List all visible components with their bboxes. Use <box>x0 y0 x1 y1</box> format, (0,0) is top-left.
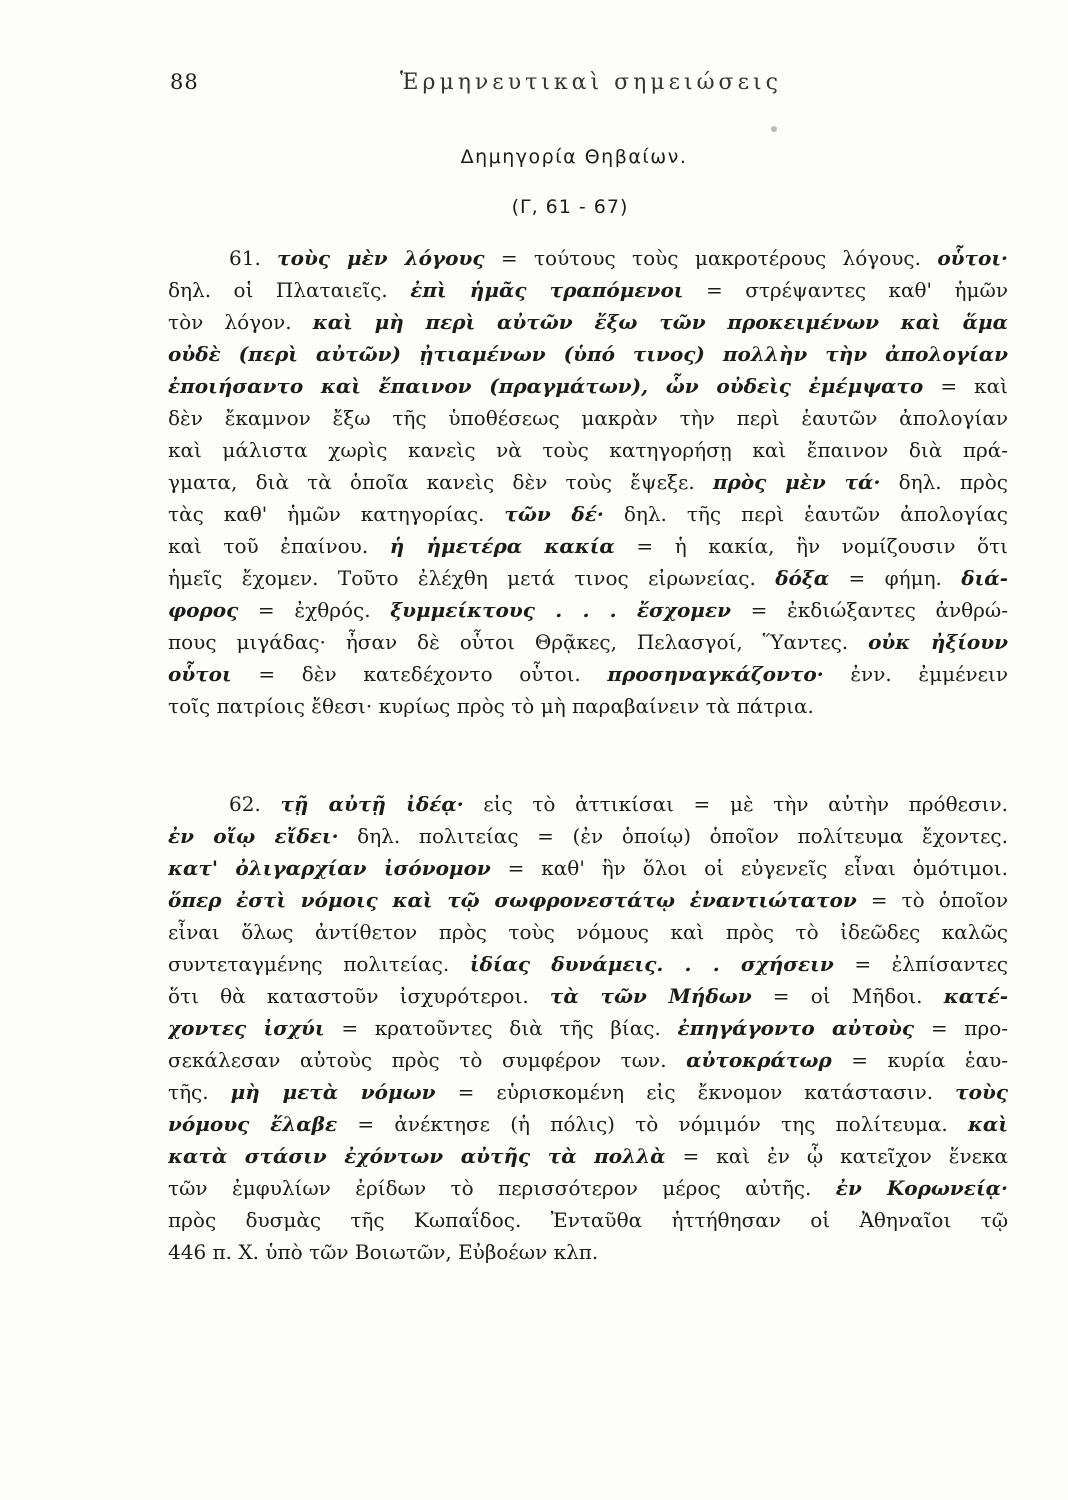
gloss-text: = φήμη. <box>829 566 962 590</box>
running-head: Ἑρμηνευτικαὶ σημειώσεις <box>400 70 782 95</box>
lemma-term: πρὸς μὲν τά· <box>712 470 881 494</box>
gloss-text: = καθ' ἣν ὅλοι οἱ εὐγενεῖς εἶναι ὁμότιμοι. <box>490 856 1008 880</box>
paragraph-62 <box>168 788 1008 1268</box>
gloss-text: δηλ. πολιτείας = (ἐν ὁποίῳ) ὁποῖον πολίτευμα ἔχοντες. <box>338 824 1008 848</box>
text-line <box>168 788 1008 820</box>
gloss-text: τὰς καθ' ἡμῶν κατηγορίας. <box>168 502 505 526</box>
gloss-text: δηλ. πρὸς <box>880 470 1008 494</box>
text-line <box>168 980 1008 1012</box>
text-line <box>168 498 1008 530</box>
lemma-term: οὐδὲ (περὶ αὐτῶν) ᾐτιαμένων (ὑπό τινος) πολλὴν τὴν ἀπολογίαν <box>168 342 1008 366</box>
speck-mark <box>771 126 777 132</box>
text-line <box>168 242 1008 274</box>
lemma-term: ἐν οἴῳ εἴδει· <box>168 824 339 848</box>
lemma-term: τοὺς <box>955 1080 1008 1104</box>
gloss-text: = κυρία ἑαυ- <box>831 1048 1008 1072</box>
lemma-term: νόμους ἔλαβε <box>168 1112 338 1136</box>
text-line <box>168 594 1008 626</box>
text-line <box>168 690 1008 722</box>
gloss-text: = ἐκδιώξαντες ἀνθρώ- <box>730 598 1008 622</box>
lemma-term: κατ' ὀλιγαρχίαν ἰσόνομον <box>168 856 491 880</box>
gloss-text: = κρατοῦντες διὰ τῆς βίας. <box>324 1016 678 1040</box>
gloss-text: = τὸ ὁποῖον <box>856 888 1008 912</box>
text-line <box>168 370 1008 402</box>
lemma-term: ἡ ἡμετέρα κακία <box>389 534 615 558</box>
gloss-text: 62. <box>229 792 281 816</box>
gloss-text: = καὶ ἐν ᾧ κατεῖχον ἕνεκα <box>665 1144 1008 1168</box>
gloss-text: τῶν ἐμφυλίων ἐρίδων τὸ περισσότερον μέρος αὐτῆς. <box>168 1176 836 1200</box>
gloss-text: εἰς τὸ ἀττικίσαι = μὲ τὴν αὐτὴν πρόθεσιν. <box>463 792 1008 816</box>
text-line <box>168 852 1008 884</box>
page-header <box>0 70 1068 110</box>
lemma-term: ξυμμείκτους . . . ἔσχομεν <box>390 598 731 622</box>
text-line <box>168 402 1008 434</box>
text-line <box>168 626 1008 658</box>
lemma-term: κατὰ στάσιν ἐχόντων αὐτῆς τὰ πολλὰ <box>168 1144 666 1168</box>
gloss-text: καὶ μάλιστα χωρὶς κανεὶς νὰ τοὺς κατηγορήσῃ καὶ ἔπαινον διὰ πρά- <box>168 438 1008 462</box>
gloss-text: = τούτους τοὺς μακροτέρους λόγους. <box>484 246 938 270</box>
text-line <box>168 916 1008 948</box>
lemma-term: ὅπερ ἐστὶ νόμοις καὶ τῷ σωφρονεστάτῳ ἐναντιώτατον <box>168 888 857 912</box>
lemma-term: οὐκ ἠξίουν <box>868 630 1008 654</box>
text-line <box>168 1044 1008 1076</box>
gloss-text: = οἱ Μῆδοι. <box>751 984 944 1008</box>
text-line <box>168 562 1008 594</box>
lemma-term: ἐπὶ ἡμᾶς τραπόμενοι <box>410 278 684 302</box>
text-line <box>168 1076 1008 1108</box>
text-line <box>168 274 1008 306</box>
gloss-text: = ἡ κακία, ἣν νομίζουσιν ὅτι <box>614 534 1008 558</box>
gloss-text: = καὶ <box>923 374 1008 398</box>
gloss-text: = στρέψαντες καθ' ἡμῶν <box>683 278 1008 302</box>
lemma-term: κατέ- <box>943 984 1008 1008</box>
lemma-term: τὰ τῶν Μήδων <box>549 984 752 1008</box>
lemma-term: διά- <box>961 566 1008 590</box>
text-line <box>168 466 1008 498</box>
text-line <box>168 658 1008 690</box>
text-line <box>168 884 1008 916</box>
paragraph-61 <box>168 242 1008 722</box>
lemma-term: ἰδίας δυνάμεις. . . σχήσειν <box>469 952 834 976</box>
lemma-term: καὶ <box>967 1112 1008 1136</box>
text-line <box>168 820 1008 852</box>
lemma-term: τῶν δέ· <box>504 502 604 526</box>
text-line <box>168 338 1008 370</box>
gloss-text: = δὲν κατεδέχοντο οὗτοι. <box>231 662 608 686</box>
lemma-term: αὐτοκράτωρ <box>686 1048 832 1072</box>
text-line <box>168 306 1008 338</box>
text-line <box>168 1172 1008 1204</box>
text-line <box>168 434 1008 466</box>
lemma-term: ἐποιήσαντο καὶ ἔπαινον (πραγμάτων), ὧν οὐδεὶς ἐμέμψατο <box>168 374 924 398</box>
section-subtitle: (Γ, 61 - 67) <box>511 196 629 218</box>
lemma-term: φορος <box>168 598 239 622</box>
gloss-text: = ἐλπίσαντες <box>833 952 1008 976</box>
section-title: Δημηγορία Θηβαίων. <box>460 146 688 168</box>
text-line <box>168 530 1008 562</box>
gloss-text: = προ- <box>914 1016 1008 1040</box>
gloss-text: σεκάλεσαν αὐτοὺς πρὸς τὸ συμφέρον των. <box>168 1048 687 1072</box>
lemma-term: χοντες ἰσχύι <box>168 1016 325 1040</box>
lemma-term: καὶ μὴ περὶ αὐτῶν ἔξω τῶν προκειμένων καὶ ἅμα <box>312 310 1008 334</box>
gloss-text: δὲν ἔκαμνον ἔξω τῆς ὑποθέσεως μακρὰν τὴν περὶ ἑαυτῶν ἀπολογίαν <box>168 406 1008 430</box>
lemma-term: δόξα <box>775 566 830 590</box>
text-line <box>168 1140 1008 1172</box>
text-line <box>168 1108 1008 1140</box>
lemma-term: τοὺς μὲν λόγους <box>277 246 485 270</box>
lemma-term: οὗτοι· <box>937 246 1008 270</box>
gloss-text: τοῖς πατρίοις ἔθεσι· κυρίως πρὸς τὸ μὴ παραβαίνειν τὰ πάτρια. <box>168 694 814 718</box>
gloss-text: δηλ. τῆς περὶ ἑαυτῶν ἀπολογίας <box>603 502 1008 526</box>
text-line <box>168 1236 1008 1268</box>
gloss-text: ἐνν. ἐμμένειν <box>823 662 1008 686</box>
page-number: 88 <box>170 70 199 94</box>
gloss-text: γματα, διὰ τὰ ὁποῖα κανεὶς δὲν τοὺς ἔψεξε. <box>168 470 713 494</box>
lemma-term: μὴ μετὰ νόμων <box>230 1080 436 1104</box>
gloss-text: = εὑρισκομένη εἰς ἔκνομον κατάστασιν. <box>435 1080 956 1104</box>
lemma-term: ἐν Κορωνείᾳ· <box>835 1176 1008 1200</box>
gloss-text: = ἐχθρός. <box>238 598 391 622</box>
gloss-text: ἡμεῖς ἔχομεν. Τοῦτο ἐλέχθη μετά τινος εἰρωνείας. <box>168 566 776 590</box>
lemma-term: οὗτοι <box>168 662 232 686</box>
gloss-text: ὅτι θὰ καταστοῦν ἰσχυρότεροι. <box>168 984 550 1008</box>
text-line <box>168 1204 1008 1236</box>
gloss-text: τὸν λόγον. <box>168 310 313 334</box>
gloss-text: 61. <box>229 246 278 270</box>
text-line <box>168 948 1008 980</box>
gloss-text: πρὸς δυσμὰς τῆς Κωπαΐδος. Ἐνταῦθα ἡττήθησαν οἱ Ἀθηναῖοι τῷ <box>168 1208 1008 1232</box>
gloss-text: συντεταγμένης πολιτείας. <box>168 952 470 976</box>
gloss-text: δηλ. οἱ Πλαταιεῖς. <box>168 278 411 302</box>
lemma-term: τῇ αὐτῇ ἰδέᾳ· <box>280 792 464 816</box>
gloss-text: πους μιγάδας· ἦσαν δὲ οὗτοι Θρᾷκες, Πελασγοί, Ὕαντες. <box>168 630 869 654</box>
gloss-text: τῆς. <box>168 1080 231 1104</box>
lemma-term: ἐπηγάγοντο αὐτοὺς <box>677 1016 915 1040</box>
gloss-text: 446 π. Χ. ὑπὸ τῶν Βοιωτῶν, Εὐβοέων κλπ. <box>168 1240 599 1264</box>
gloss-text: = ἀνέκτησε (ἡ πόλις) τὸ νόμιμόν της πολίτευμα. <box>337 1112 968 1136</box>
gloss-text: καὶ τοῦ ἐπαίνου. <box>168 534 390 558</box>
gloss-text: εἶναι ὅλως ἀντίθετον πρὸς τοὺς νόμους καὶ πρὸς τὸ ἰδεῶδες καλῶς <box>168 920 1008 944</box>
text-line <box>168 1012 1008 1044</box>
lemma-term: προσηναγκάζοντο· <box>607 662 824 686</box>
